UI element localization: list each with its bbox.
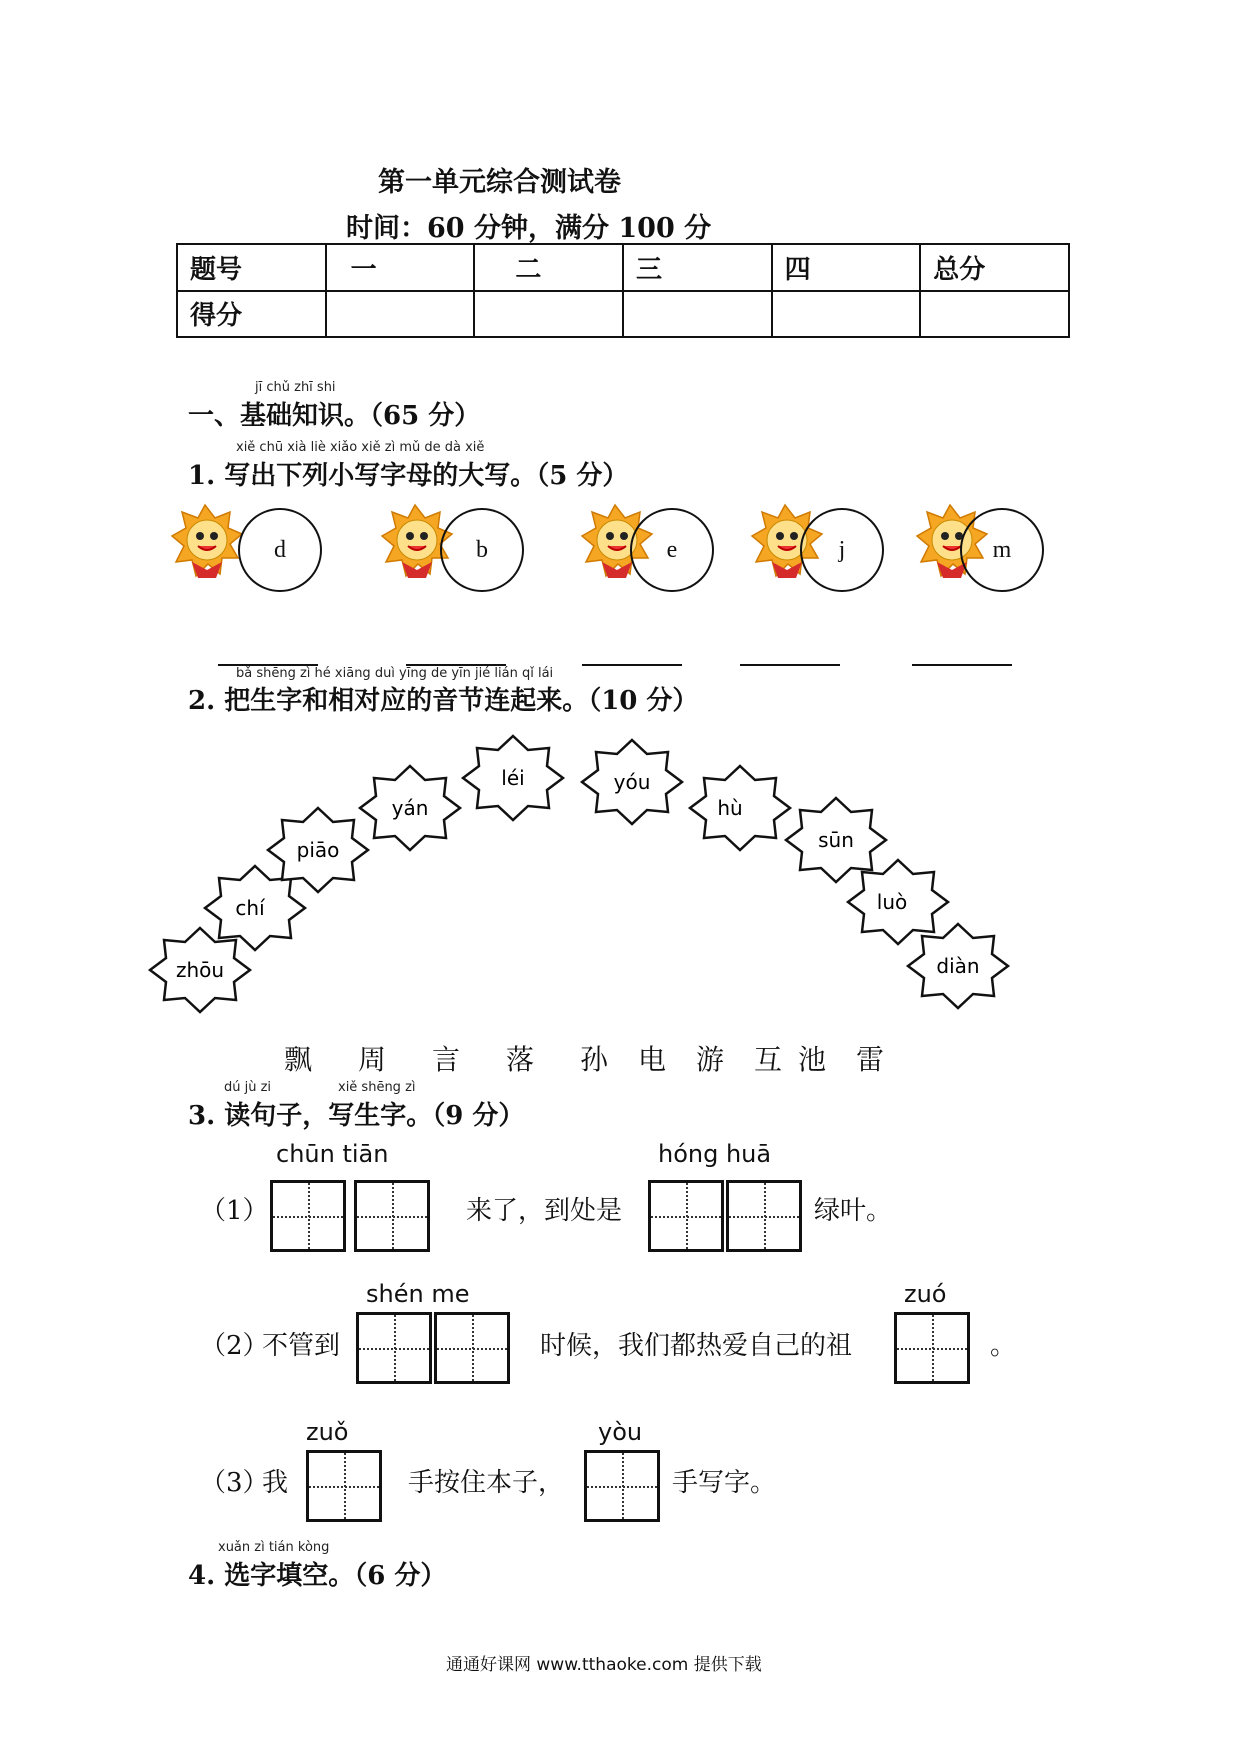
- character[interactable]: 游: [696, 1043, 725, 1076]
- section1-heading: 一、基础知识。（65 分）: [188, 401, 481, 431]
- section1-pinyin: jī chǔ zhī shi: [255, 380, 336, 395]
- q4-pinyin: xuǎn zì tián kòng: [218, 1540, 330, 1555]
- writing-grid[interactable]: [434, 1312, 510, 1384]
- character[interactable]: 雷: [856, 1043, 885, 1076]
- syllable-star[interactable]: [848, 860, 948, 944]
- s3-pre-text: 我: [262, 1468, 289, 1498]
- syllable-star[interactable]: [908, 924, 1008, 1008]
- syllable-star[interactable]: [268, 808, 368, 892]
- s1-mid-text: 来了，到处是: [466, 1196, 623, 1226]
- letter-circle: m: [960, 508, 1044, 592]
- q3-heading: 3. 读句子，写生字。（9 分）: [188, 1101, 525, 1131]
- syllable-arch: [0, 730, 1240, 1030]
- score-table-header-row: [177, 244, 1069, 291]
- s3-number: （3）: [200, 1468, 269, 1498]
- answer-blank[interactable]: [740, 664, 840, 666]
- q3-pinyin-b: xiě shēng zì: [338, 1080, 416, 1095]
- s2-pinyin-2: zuó: [904, 1280, 947, 1308]
- syllable-label: yóu: [613, 770, 651, 794]
- character[interactable]: 孙: [580, 1043, 609, 1076]
- syllable-star[interactable]: [463, 736, 563, 820]
- character[interactable]: 落: [506, 1043, 535, 1076]
- syllable-star[interactable]: [360, 766, 460, 850]
- s1-number: （1）: [200, 1196, 269, 1226]
- writing-grid[interactable]: [270, 1180, 346, 1252]
- syllable-label: diàn: [936, 954, 980, 978]
- writing-grid[interactable]: [306, 1450, 382, 1522]
- score-cell[interactable]: [474, 291, 623, 338]
- character[interactable]: 言: [432, 1043, 461, 1076]
- s2-mid-text: 时候，我们都热爱自己的祖: [540, 1331, 853, 1361]
- row-label: 得分: [177, 291, 326, 338]
- header-cell: 总分: [920, 244, 1069, 291]
- writing-grid[interactable]: [354, 1180, 430, 1252]
- sunflower-icon: [172, 505, 242, 578]
- letter-circle: j: [800, 508, 884, 592]
- answer-blank[interactable]: [912, 664, 1012, 666]
- character[interactable]: 电: [638, 1043, 667, 1076]
- writing-grid[interactable]: [894, 1312, 970, 1384]
- s3-mid-text: 手按住本子，: [408, 1468, 565, 1498]
- score-cell[interactable]: [623, 291, 772, 338]
- syllable-label: sūn: [818, 828, 854, 852]
- header-cell: 一: [326, 244, 475, 291]
- character[interactable]: 周: [358, 1043, 387, 1076]
- s2-end-text: 。: [990, 1331, 1017, 1361]
- header-cell: 二: [474, 244, 623, 291]
- syllable-label: piāo: [296, 838, 340, 862]
- header-cell: 三: [623, 244, 772, 291]
- s3-pinyin-2: yòu: [598, 1418, 643, 1446]
- syllable-label: zhōu: [175, 958, 225, 982]
- letter-circle: d: [238, 508, 322, 592]
- character[interactable]: 互: [754, 1043, 783, 1076]
- q1-heading: 1. 写出下列小写字母的大写。（5 分）: [188, 461, 629, 491]
- s1-end-text: 绿叶。: [814, 1196, 893, 1226]
- syllable-star[interactable]: [690, 766, 790, 850]
- s2-pinyin-1: shén me: [366, 1280, 470, 1308]
- header-cell: 四: [772, 244, 921, 291]
- syllable-label: yán: [391, 796, 429, 820]
- q3-pinyin-a: dú jù zi: [224, 1080, 272, 1095]
- writing-grid[interactable]: [648, 1180, 724, 1252]
- score-cell[interactable]: [920, 291, 1069, 338]
- s2-number: （2）: [200, 1331, 269, 1361]
- syllable-label: chí: [235, 896, 265, 920]
- writing-grid[interactable]: [726, 1180, 802, 1252]
- score-table-score-row: [177, 291, 1069, 338]
- character[interactable]: 池: [798, 1043, 827, 1076]
- syllable-label: léi: [501, 766, 525, 790]
- q1-pinyin: xiě chū xià liè xiǎo xiě zì mǔ de dà xiě: [236, 440, 485, 455]
- score-table: [176, 243, 1070, 338]
- score-cell[interactable]: [772, 291, 921, 338]
- footer[interactable]: 通通好课网 www.tthaoke.com 提供下载: [446, 1655, 762, 1675]
- q2-pinyin: bǎ shēng zì hé xiāng duì yīng de yīn jié lián qǐ lái: [236, 666, 554, 681]
- writing-grid[interactable]: [584, 1450, 660, 1522]
- letter-circle: e: [630, 508, 714, 592]
- letter-circle: b: [440, 508, 524, 592]
- s1-pinyin-2: hóng huā: [658, 1140, 772, 1168]
- s3-pinyin-1: zuǒ: [306, 1418, 349, 1446]
- q2-heading: 2. 把生字和相对应的音节连起来。（10 分）: [188, 686, 699, 716]
- character[interactable]: 飘: [284, 1043, 313, 1076]
- syllable-star[interactable]: [150, 928, 250, 1012]
- s2-pre-text: 不管到: [262, 1331, 341, 1361]
- page-subtitle: 时间：60 分钟，满分 100 分: [346, 213, 712, 244]
- header-cell: 题号: [177, 244, 326, 291]
- score-cell[interactable]: [326, 291, 475, 338]
- syllable-star[interactable]: [582, 740, 682, 824]
- page-title: 第一单元综合测试卷: [378, 167, 621, 198]
- syllable-label: luò: [876, 890, 908, 914]
- answer-blank[interactable]: [582, 664, 682, 666]
- syllable-label: hù: [717, 796, 743, 820]
- s1-pinyin-1: chūn tiān: [276, 1140, 389, 1168]
- q4-heading: 4. 选字填空。（6 分）: [188, 1561, 447, 1591]
- writing-grid[interactable]: [356, 1312, 432, 1384]
- s3-end-text: 手写字。: [672, 1468, 777, 1498]
- syllable-star[interactable]: [786, 798, 886, 882]
